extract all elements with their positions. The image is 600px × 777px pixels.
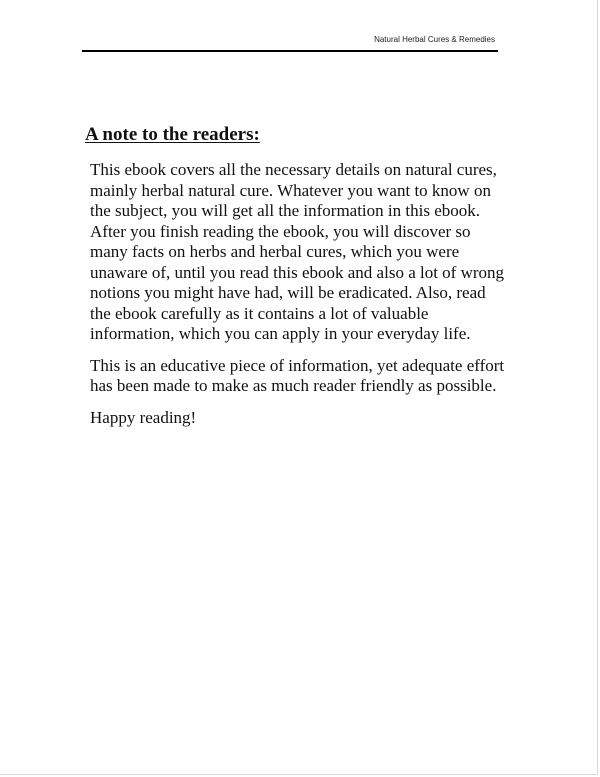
paragraph-educative: This is an educative piece of information, yet adequate effort has been made to make as much reader friendly as possible. bbox=[90, 355, 505, 395]
section-heading: A note to the readers: bbox=[85, 124, 260, 145]
paragraph-intro: This ebook covers all the necessary details on natural cures, mainly herbal natural cure. Whatever you want to know on the subject, you will get all the information in this ebook. After you finish reading the ebook, you will discover so many facts on herbs and herbal cures, which you were unaware of, until you read this ebook and also a lot of wrong notions you might have had, will be eradicated. Also, read the ebook carefully as it contains a lot of valuable information, which you can apply in your everyday life. bbox=[90, 160, 505, 343]
paragraph-closing: Happy reading! bbox=[90, 407, 197, 427]
running-header: Natural Herbal Cures & Remedies bbox=[374, 35, 495, 44]
header-rule bbox=[82, 50, 498, 52]
body-text bbox=[90, 160, 510, 439]
